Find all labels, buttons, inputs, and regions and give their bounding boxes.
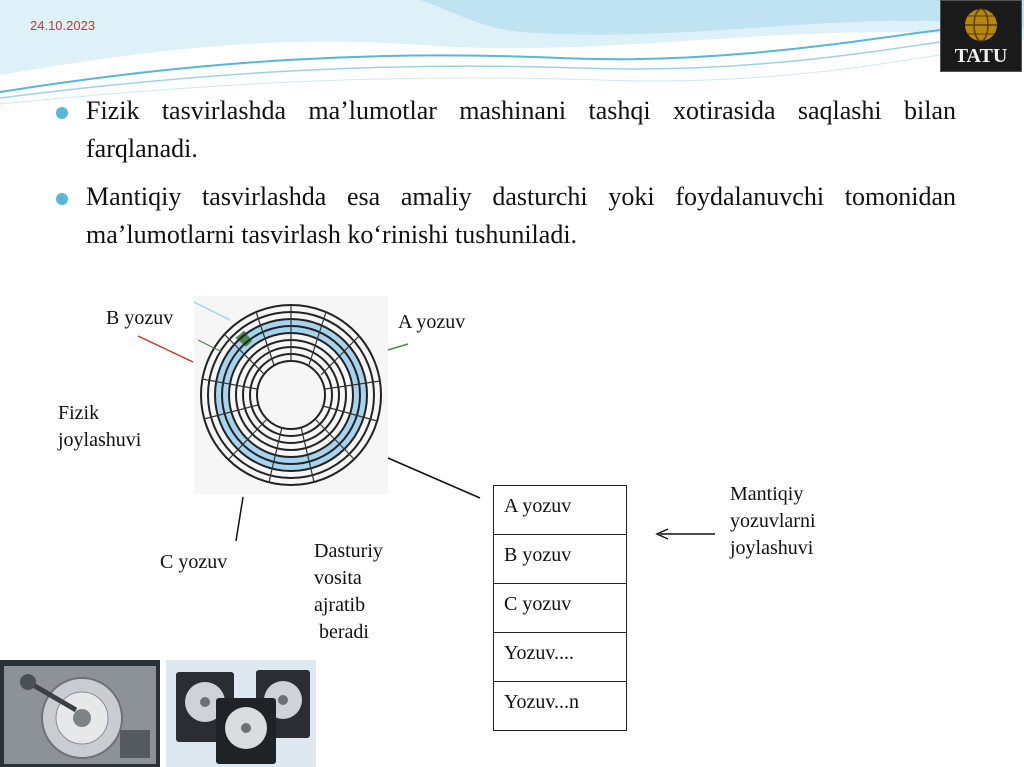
logo-text: TATU: [954, 45, 1008, 67]
software-note-line: beradi: [314, 621, 369, 643]
logical-layout-label-line: joylashuvi: [730, 537, 814, 559]
software-note-line: Dasturiy: [314, 540, 383, 562]
logical-layout-label-line: yozuvlarni: [730, 510, 816, 532]
bullet-text: Mantiqiy tasvirlashda esa amaliy dasturchi yoki foydalanuvchi tomonidan ma’lumotlarni tasvirlash ko‘rinishi tushuniladi.: [86, 182, 956, 249]
tatu-logo: [940, 0, 1022, 72]
bullet-dot-icon: [56, 193, 68, 205]
list-item: B yozuv: [494, 535, 626, 584]
physical-layout-label-line2: joylashuvi: [58, 429, 142, 451]
list-item: Yozuv...n: [504, 691, 580, 713]
b-record-label: B yozuv: [106, 307, 174, 329]
physical-layout-label-line1: Fizik: [58, 402, 100, 424]
software-note-line: vosita: [314, 567, 362, 589]
bullet-item: [54, 178, 956, 254]
bullet-dot-icon: [56, 107, 68, 119]
c-record-label: C yozuv: [160, 551, 228, 573]
bullet-text: Fizik tasvirlashda ma’lumotlar mashinani tashqi xotirasida saqlashi bilan farqlanadi.: [86, 96, 956, 163]
bullet-list: [54, 92, 956, 264]
logical-records-list: [493, 485, 627, 731]
software-note-line: ajratib: [314, 594, 366, 616]
list-item: A yozuv: [494, 486, 626, 535]
list-item: C yozuv: [494, 584, 626, 633]
logical-layout-label-line: Mantiqiy: [730, 483, 804, 505]
slide-date: 24.10.2023: [30, 18, 96, 33]
a-record-label: A yozuv: [398, 311, 466, 333]
list-item: Yozuv....: [494, 633, 626, 682]
hard-drive-photo: [0, 660, 160, 767]
disk-tracks-diagram: [194, 296, 388, 494]
bullet-item: [54, 92, 956, 168]
globe-icon: [941, 1, 1021, 49]
hard-drives-photo: [166, 660, 316, 767]
